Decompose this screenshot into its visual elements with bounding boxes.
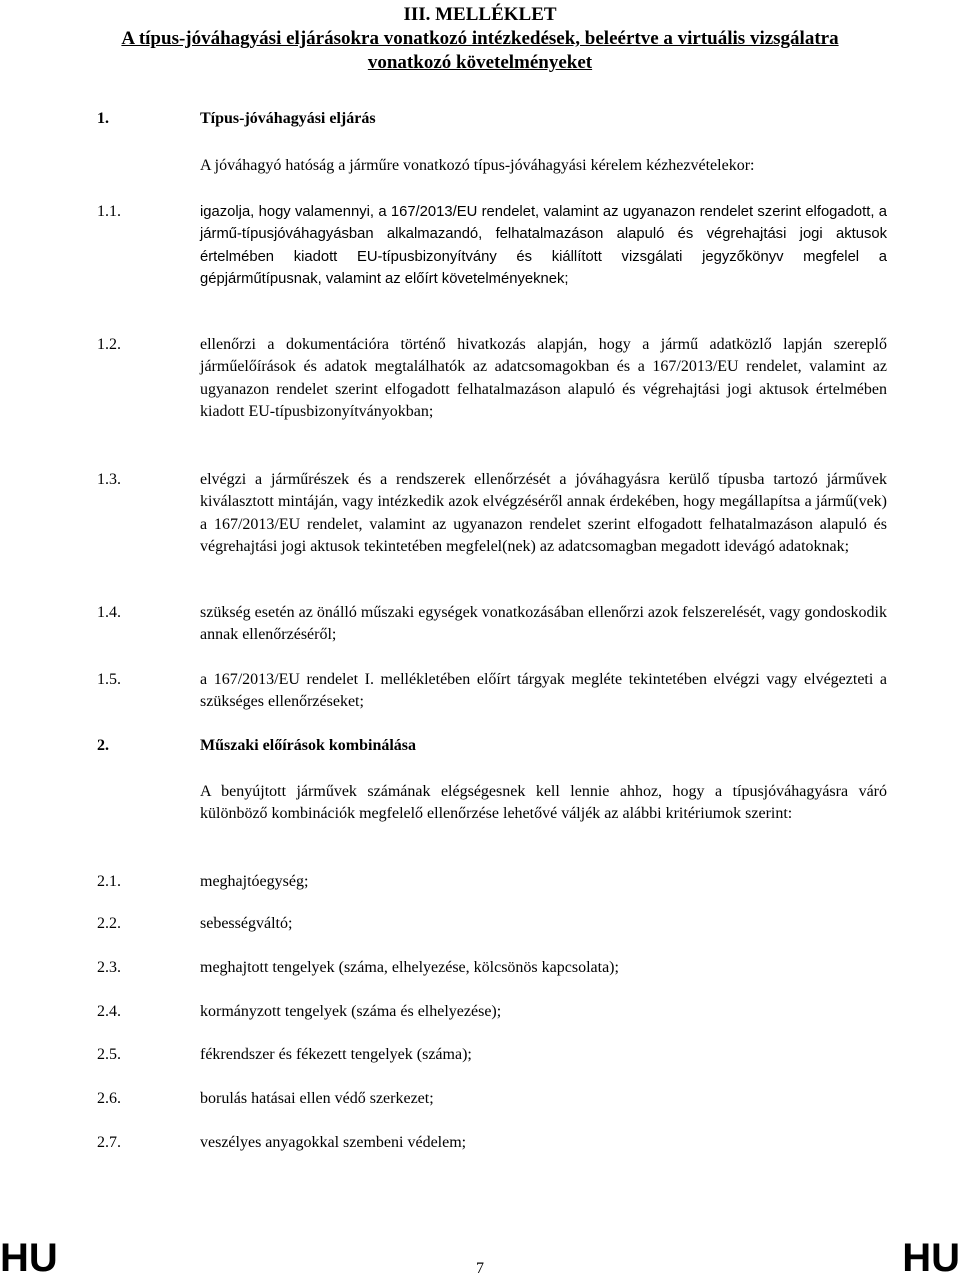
document-subtitle-line-2: vonatkozó követelményeket xyxy=(367,52,593,73)
footer-language-code-left: HU xyxy=(0,1236,58,1280)
item-number: 2.5. xyxy=(97,1046,121,1063)
section-1-number: 1. xyxy=(97,110,109,127)
item-number: 2.6. xyxy=(97,1090,121,1107)
document-subtitle-line-1: A típus-jóváhagyási eljárásokra vonatkozó intézkedések, beleértve a virtuális vizsgálatra xyxy=(121,28,839,49)
item-number: 1.3. xyxy=(97,471,121,488)
item-number: 2.3. xyxy=(97,959,121,976)
item-text: veszélyes anyagokkal szembeni védelem; xyxy=(200,1134,467,1151)
item-text: borulás hatásai ellen védő szerkezet; xyxy=(200,1090,434,1107)
section-2-number: 2. xyxy=(97,737,109,754)
item-text: sebességváltó; xyxy=(200,915,293,932)
footer-language-code-right: HU xyxy=(902,1236,960,1280)
item-text: szükség esetén az önálló műszaki egységek vonatkozásában ellenőrzi azok felszerelését, vagy gondoskodik annak ellenőrzéséről; xyxy=(200,604,887,644)
item-number: 2.2. xyxy=(97,915,121,932)
item-number: 1.1. xyxy=(97,203,121,220)
item-number: 2.7. xyxy=(97,1134,121,1151)
item-text: kormányzott tengelyek (száma és elhelyezése); xyxy=(200,1003,502,1020)
page-number: 7 xyxy=(476,1260,484,1277)
item-number: 2.1. xyxy=(97,873,121,890)
item-text: elvégzi a járműrészek és a rendszerek ellenőrzését a jóváhagyásra kerülő típusba tartozó járművek kiválasztott mintáján, vagy intézkedik azok elvégzéséről annak érdekében, hogy megállapítsa a jármű(vek) a 167/2013/EU rendelet, valamint az ugyanazon rendelet szerint elfogadott felhatalmazáson alapuló és végrehajtási jogi aktusok tekintetében megfelel(nek) az adatcsomagban megadott idevágó adatoknak; xyxy=(200,471,887,555)
item-text: meghajtóegység; xyxy=(200,873,309,890)
annex-heading: III. MELLÉKLET xyxy=(403,4,557,25)
item-text: igazolja, hogy valamennyi, a 167/2013/EU rendelet, valamint az ugyanazon rendelet szerint elfogadott, a jármű-típusjóváhagyásban alkalmazandó, felhatalmazáson alapuló és végrehajtási jogi aktusok értelmében kiadott EU-típusbizonyítvány és kiállított vizsgálati jegyzőkönyv megfelel a gépjárműtípusnak, valamint az előírt követelményeknek; xyxy=(200,204,887,287)
section-1-intro: A jóváhagyó hatóság a járműre vonatkozó típus-jóváhagyási kérelem kézhezvételekor: xyxy=(200,157,755,174)
item-number: 1.4. xyxy=(97,604,121,621)
item-number: 2.4. xyxy=(97,1003,121,1020)
item-text: ellenőrzi a dokumentációra történő hivatkozás alapján, hogy a jármű adatközlő lapján szereplő járműelőírások és adatok megtalálhatók az adatcsomagokban és a 167/2013/EU rendelet, valamint az ugyanazon rendelet szerint elfogadott felhatalmazáson alapuló és végrehajtási jogi aktusok értelmében kiadott EU-típusbizonyítványokban; xyxy=(200,336,887,420)
item-number: 1.5. xyxy=(97,671,121,688)
item-text: meghajtott tengelyek (száma, elhelyezése, kölcsönös kapcsolata); xyxy=(200,959,619,976)
section-2-title: Műszaki előírások kombinálása xyxy=(200,737,417,754)
item-text: a 167/2013/EU rendelet I. mellékletében előírt tárgyak megléte tekintetében elvégzi vagy elvégezteti a szükséges ellenőrzéseket; xyxy=(200,671,887,711)
section-2-intro: A benyújtott járművek számának elégségesnek kell lennie ahhoz, hogy a típusjóváhagyásra váró különböző kombinációk megfelelő ellenőrzése lehetővé váljék az alábbi kritériumok szerint: xyxy=(200,783,887,822)
item-text: fékrendszer és fékezett tengelyek (száma); xyxy=(200,1046,472,1063)
item-number: 1.2. xyxy=(97,336,121,353)
section-1-title: Típus-jóváhagyási eljárás xyxy=(200,110,376,127)
